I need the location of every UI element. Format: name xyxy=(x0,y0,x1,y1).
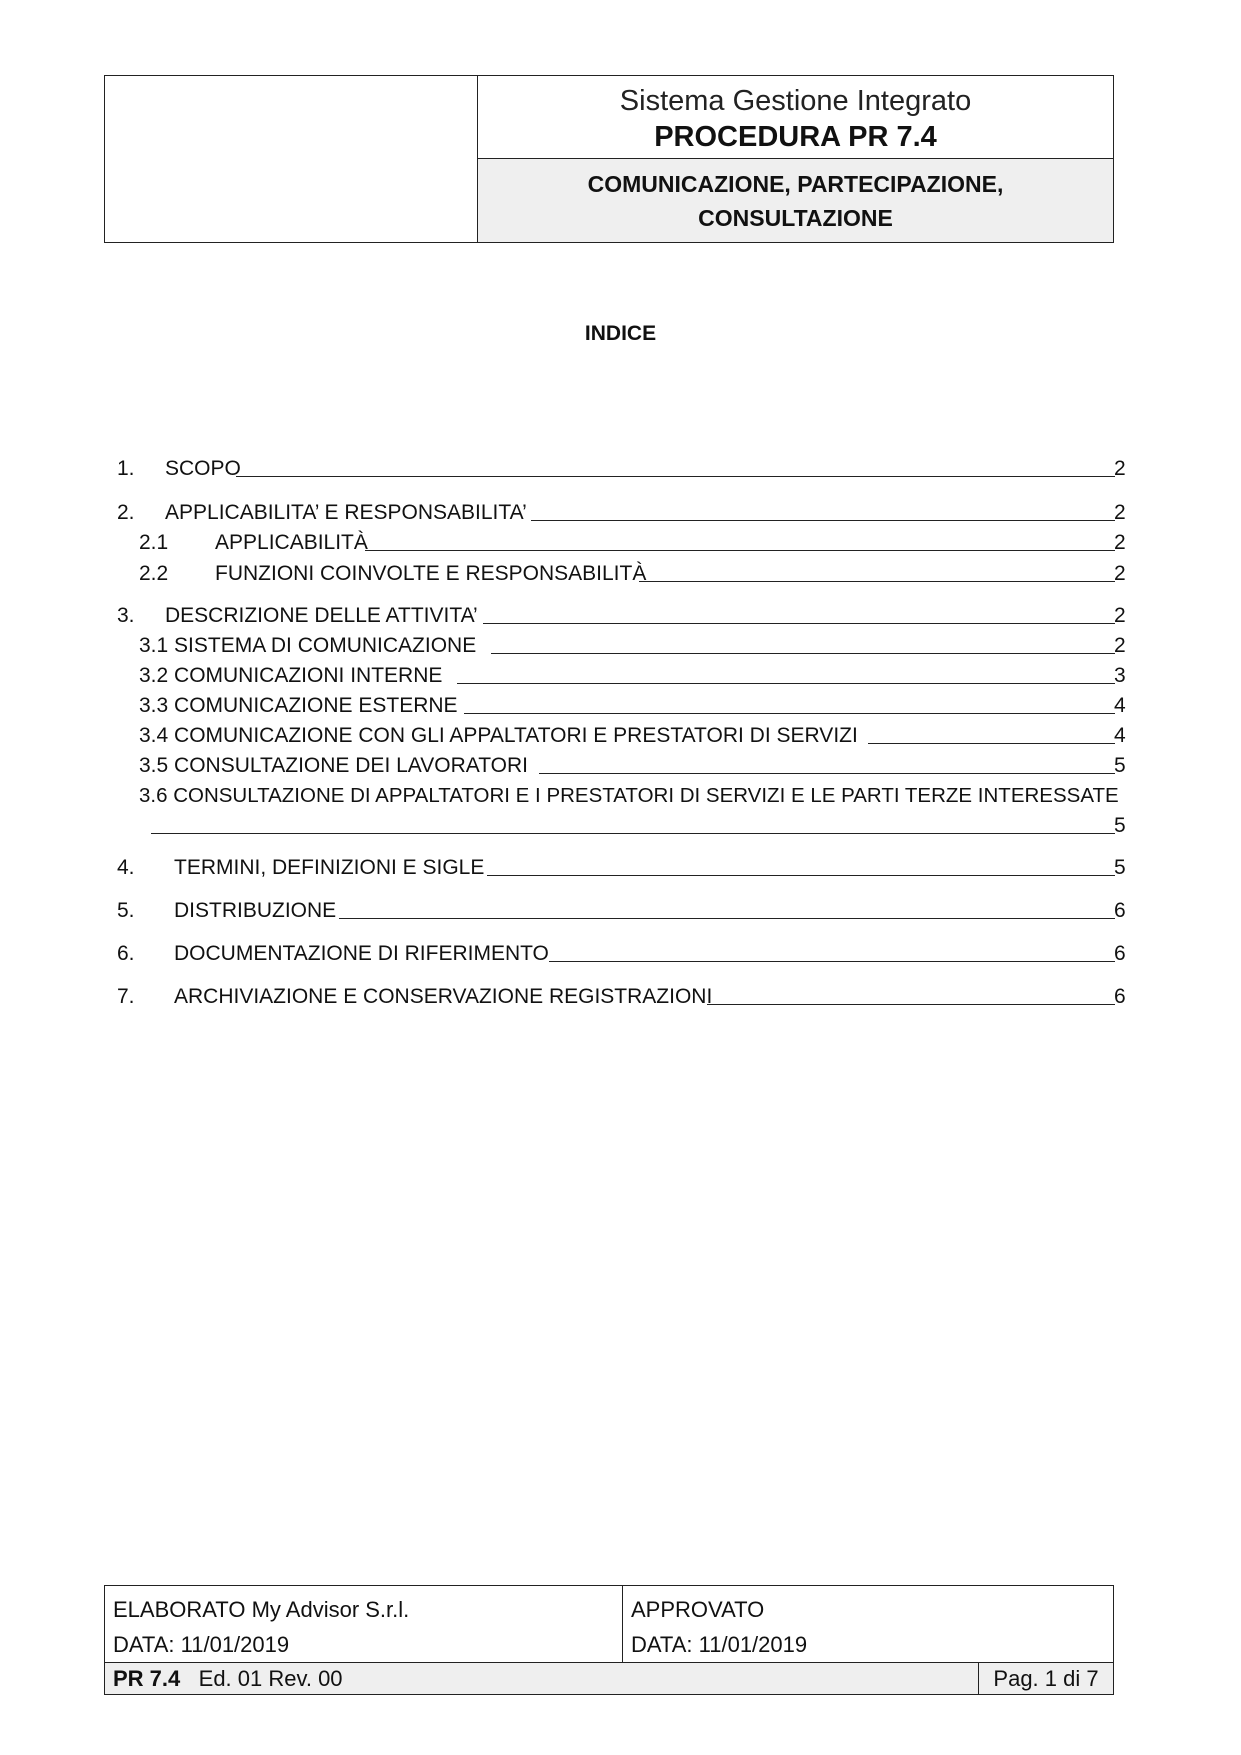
toc-leader xyxy=(457,683,1115,684)
toc-entry[interactable] xyxy=(139,662,1129,690)
toc-entry[interactable] xyxy=(139,692,1129,720)
toc-entry-title: DISTRIBUZIONE xyxy=(174,899,337,922)
toc-entry-title: 3.4 COMUNICAZIONE CON GLI APPALTATORI E PRESTATORI DI SERVIZI xyxy=(139,724,858,747)
document-header xyxy=(104,75,1114,243)
toc-entry[interactable] xyxy=(139,632,1129,660)
toc-entry-number: 2.1 xyxy=(139,531,169,554)
toc-entry-number: 4. xyxy=(117,856,135,879)
toc-leader xyxy=(339,918,1115,919)
toc-entry[interactable] xyxy=(117,854,1127,882)
toc-entry-number: 7. xyxy=(117,985,135,1008)
prepared-cell xyxy=(105,1586,623,1662)
toc-entry-number: 2. xyxy=(117,501,135,524)
toc-entry-title: SCOPO xyxy=(165,457,241,480)
toc-entry-title: 3.5 CONSULTAZIONE DEI LAVORATORI xyxy=(139,754,528,777)
document-code xyxy=(105,1663,978,1694)
toc-entry-title: TERMINI, DEFINIZIONI E SIGLE xyxy=(174,856,485,879)
toc-leader xyxy=(539,773,1115,774)
toc-leader xyxy=(531,520,1115,521)
toc-entry[interactable] xyxy=(117,983,1127,1011)
toc-entry[interactable] xyxy=(117,897,1127,925)
toc-entry-number: 1. xyxy=(117,457,135,480)
toc-entry-title: APPLICABILITA’ E RESPONSABILITA’ xyxy=(165,501,527,524)
toc-entry-page: 2 xyxy=(1114,604,1126,627)
toc-entry-title: 3.1 SISTEMA DI COMUNICAZIONE xyxy=(139,634,477,657)
toc-entry-title: 3.3 COMUNICAZIONE ESTERNE xyxy=(139,694,458,717)
subject-line-1: COMUNICAZIONE, PARTECIPAZIONE, xyxy=(587,171,1004,197)
toc-leader xyxy=(707,1004,1115,1005)
document-footer xyxy=(104,1585,1114,1695)
toc-leader xyxy=(549,961,1115,962)
toc-leader xyxy=(365,550,1115,551)
toc-entry-title: FUNZIONI COINVOLTE E RESPONSABILITÀ xyxy=(215,562,647,585)
logo-cell xyxy=(105,76,478,242)
toc-entry-page: 4 xyxy=(1114,724,1126,747)
toc-entry-page: 6 xyxy=(1114,985,1126,1008)
prepared-by: ELABORATO My Advisor S.r.l. xyxy=(113,1597,410,1622)
toc-entry-title: ARCHIVIAZIONE E CONSERVAZIONE REGISTRAZIONI xyxy=(174,985,713,1008)
toc-leader xyxy=(868,743,1115,744)
toc-entry-title: 3.6 CONSULTAZIONE DI APPALTATORI E I PRESTATORI DI SERVIZI E LE PARTI TERZE INTERESSATE xyxy=(139,784,1119,807)
toc-leader xyxy=(151,833,1115,834)
toc-leader xyxy=(236,476,1115,477)
toc-entry[interactable] xyxy=(139,529,1129,557)
index-title: INDICE xyxy=(584,322,657,345)
toc-entry[interactable] xyxy=(139,722,1129,750)
toc-entry-page: 6 xyxy=(1114,899,1126,922)
prepared-date: DATA: 11/01/2019 xyxy=(113,1632,290,1657)
toc-entry-page: 2 xyxy=(1114,562,1126,585)
toc-leader xyxy=(487,875,1115,876)
toc-leader xyxy=(483,623,1115,624)
toc-entry[interactable] xyxy=(139,752,1129,780)
approved-date: DATA: 11/01/2019 xyxy=(631,1632,808,1657)
toc-leader xyxy=(491,653,1115,654)
toc-entry-page: 2 xyxy=(1114,501,1126,524)
toc-entry-number: 2.2 xyxy=(139,562,169,585)
toc-entry[interactable] xyxy=(117,602,1127,630)
toc-entry-page: 2 xyxy=(1114,634,1126,657)
toc-entry-title: DOCUMENTAZIONE DI RIFERIMENTO xyxy=(174,942,549,965)
toc-entry-title: APPLICABILITÀ xyxy=(215,531,368,554)
procedure-code: PROCEDURA PR 7.4 xyxy=(654,121,937,153)
toc-entry[interactable] xyxy=(117,499,1127,527)
toc-entry-page: 5 xyxy=(1114,814,1126,837)
toc-entry-page: 4 xyxy=(1114,694,1126,717)
edition-revision: Ed. 01 Rev. 00 xyxy=(198,1666,343,1691)
toc-entry-title: 3.2 COMUNICAZIONI INTERNE xyxy=(139,664,443,687)
toc-entry-title: DESCRIZIONE DELLE ATTIVITA’ xyxy=(165,604,478,627)
toc-entry-page: 5 xyxy=(1114,856,1126,879)
system-name: Sistema Gestione Integrato xyxy=(619,85,972,117)
toc-entry-number: 3. xyxy=(117,604,135,627)
toc-entry-page: 5 xyxy=(1114,754,1126,777)
approved-cell xyxy=(623,1586,1113,1662)
header-title-block xyxy=(478,76,1113,159)
toc-leader xyxy=(639,581,1115,582)
toc-entry-page: 2 xyxy=(1114,457,1126,480)
toc-entry-number: 6. xyxy=(117,942,135,965)
subject-line-2: CONSULTAZIONE xyxy=(698,205,893,231)
toc-entry-page: 2 xyxy=(1114,531,1126,554)
header-title-area xyxy=(478,76,1113,242)
toc-entry-number: 5. xyxy=(117,899,135,922)
toc-leader xyxy=(464,713,1115,714)
procedure-subject xyxy=(478,159,1113,242)
toc-entry-page: 6 xyxy=(1114,942,1126,965)
toc-entry[interactable] xyxy=(117,940,1127,968)
toc-entry[interactable] xyxy=(139,560,1129,588)
toc-entry-page: 3 xyxy=(1114,664,1126,687)
approved-by: APPROVATO xyxy=(631,1597,765,1622)
page-number: Pag. 1 di 7 xyxy=(978,1663,1113,1694)
toc-entry[interactable] xyxy=(139,782,1129,842)
procedure-code-footer: PR 7.4 xyxy=(113,1666,181,1691)
toc-entry[interactable] xyxy=(117,455,1127,483)
